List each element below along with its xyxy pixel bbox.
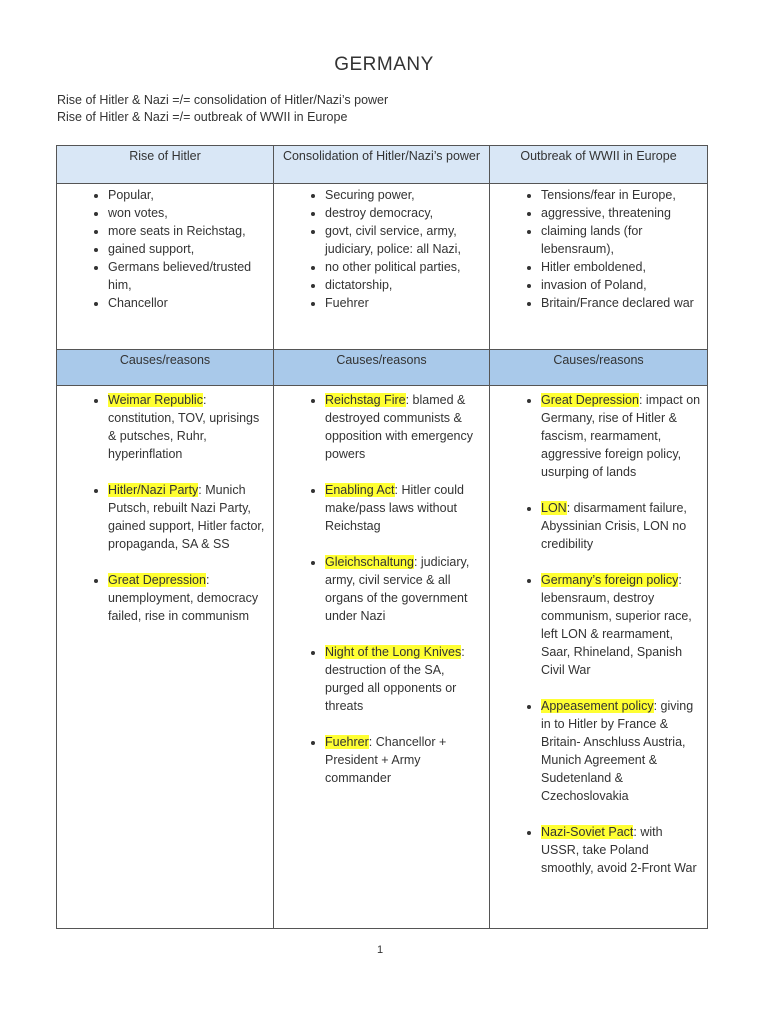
- summary-list: [57, 184, 273, 312]
- causes-cell: [490, 386, 708, 929]
- list-item: • aggressive, threatening: [541, 204, 701, 222]
- causes-list: [274, 386, 489, 787]
- list-item: [541, 697, 701, 805]
- list-item: [541, 499, 701, 553]
- column-header: Consolidation of Hitler/Nazi’s power: [274, 146, 490, 184]
- cause-detail: : unemployment, democracy failed, rise in communism: [108, 573, 259, 623]
- summary-cell: [274, 184, 490, 350]
- list-item: • Germans believed/trusted him,: [108, 258, 267, 294]
- highlighted-term: Great Depression: [108, 573, 206, 587]
- list-item: • Chancellor: [108, 294, 267, 312]
- list-item: • Popular,: [108, 186, 267, 204]
- highlighted-term: LON: [541, 501, 567, 515]
- cause-detail: : Hitler could make/pass laws without Reichstag: [325, 483, 464, 533]
- list-item: • Tensions/fear in Europe,: [541, 186, 701, 204]
- list-item: [325, 553, 483, 625]
- highlighted-term: Germany’s foreign policy: [541, 573, 679, 587]
- list-item: • destroy democracy,: [325, 204, 483, 222]
- causes-cell: [57, 386, 274, 929]
- summary-cell: [57, 184, 274, 350]
- list-item: • Fuehrer: [325, 294, 483, 312]
- table-header-row: [57, 146, 708, 184]
- causes-header-row: [57, 350, 708, 386]
- list-item: • Britain/France declared war: [541, 294, 701, 312]
- page-number: 1: [376, 944, 384, 956]
- list-item: • invasion of Poland,: [541, 276, 701, 294]
- highlighted-term: Reichstag Fire: [325, 393, 406, 407]
- list-item: • more seats in Reichstag,: [108, 222, 267, 240]
- causes-header: Causes/reasons: [490, 350, 708, 386]
- cause-detail: : lebensraum, destroy communism, superior race, left LON & rearmament, Saar, Rhineland, Spanish Civil War: [541, 573, 692, 677]
- highlighted-term: Fuehrer: [325, 735, 369, 749]
- cause-detail: : giving in to Hitler by France & Britain- Anschluss Austria, Munich Agreement & Sudetenland & Czechoslovakia: [541, 699, 694, 803]
- highlighted-term: Hitler/Nazi Party: [108, 483, 199, 497]
- list-item: • Hitler emboldened,: [541, 258, 701, 276]
- highlighted-term: Nazi-Soviet Pact: [541, 825, 634, 839]
- list-item: • no other political parties,: [325, 258, 483, 276]
- causes-list: [57, 386, 273, 625]
- list-item: [108, 391, 267, 463]
- germany-table: [56, 145, 708, 929]
- causes-header: Causes/reasons: [57, 350, 274, 386]
- cause-detail: : Chancellor + President + Army commander: [325, 735, 447, 785]
- causes-row: [57, 386, 708, 929]
- list-item: [541, 391, 701, 481]
- summary-cell: [490, 184, 708, 350]
- cause-detail: : blamed & destroyed communists & opposition with emergency powers: [325, 393, 473, 461]
- summary-row: [57, 184, 708, 350]
- summary-list: [274, 184, 489, 312]
- column-header: Outbreak of WWII in Europe: [490, 146, 708, 184]
- cause-detail: : with USSR, take Poland smoothly, avoid 2-Front War: [541, 825, 697, 875]
- highlighted-term: Great Depression: [541, 393, 639, 407]
- list-item: [108, 481, 267, 553]
- intro-text: [57, 92, 388, 126]
- cause-detail: : Munich Putsch, rebuilt Nazi Party, gained support, Hitler factor, propaganda, SA & SS: [108, 483, 265, 551]
- page-title: GERMANY: [334, 54, 434, 75]
- list-item: [325, 391, 483, 463]
- cause-detail: : disarmament failure, Abyssinian Crisis, LON no credibility: [541, 501, 687, 551]
- list-item: • claiming lands (for lebensraum),: [541, 222, 701, 258]
- list-item: [541, 571, 701, 679]
- causes-list: [490, 386, 707, 877]
- highlighted-term: Gleichschaltung: [325, 555, 414, 569]
- highlighted-term: Weimar Republic: [108, 393, 203, 407]
- cause-detail: : impact on Germany, rise of Hitler & fascism, rearmament, aggressive foreign policy, usurping of lands: [541, 393, 701, 479]
- causes-header: Causes/reasons: [274, 350, 490, 386]
- intro-line: Rise of Hitler & Nazi =/= consolidation of Hitler/Nazi’s power: [57, 93, 389, 107]
- highlighted-term: Night of the Long Knives: [325, 645, 462, 659]
- list-item: • govt, civil service, army, judiciary, police: all Nazi,: [325, 222, 483, 258]
- list-item: • dictatorship,: [325, 276, 483, 294]
- intro-line: Rise of Hitler & Nazi =/= outbreak of WWII in Europe: [57, 110, 348, 124]
- summary-list: [490, 184, 707, 312]
- list-item: • gained support,: [108, 240, 267, 258]
- list-item: [108, 571, 267, 625]
- column-header: Rise of Hitler: [57, 146, 274, 184]
- highlighted-term: Appeasement policy: [541, 699, 654, 713]
- highlighted-term: Enabling Act: [325, 483, 395, 497]
- list-item: [325, 481, 483, 535]
- list-item: • won votes,: [108, 204, 267, 222]
- list-item: • Securing power,: [325, 186, 483, 204]
- causes-cell: [274, 386, 490, 929]
- list-item: [541, 823, 701, 877]
- cause-detail: : judiciary, army, civil service & all organs of the government under Nazi: [325, 555, 470, 623]
- list-item: [325, 733, 483, 787]
- list-item: [325, 643, 483, 715]
- cause-detail: : destruction of the SA, purged all opponents or threats: [325, 645, 465, 713]
- cause-detail: : constitution, TOV, uprisings & putsches, Ruhr, hyperinflation: [108, 393, 260, 461]
